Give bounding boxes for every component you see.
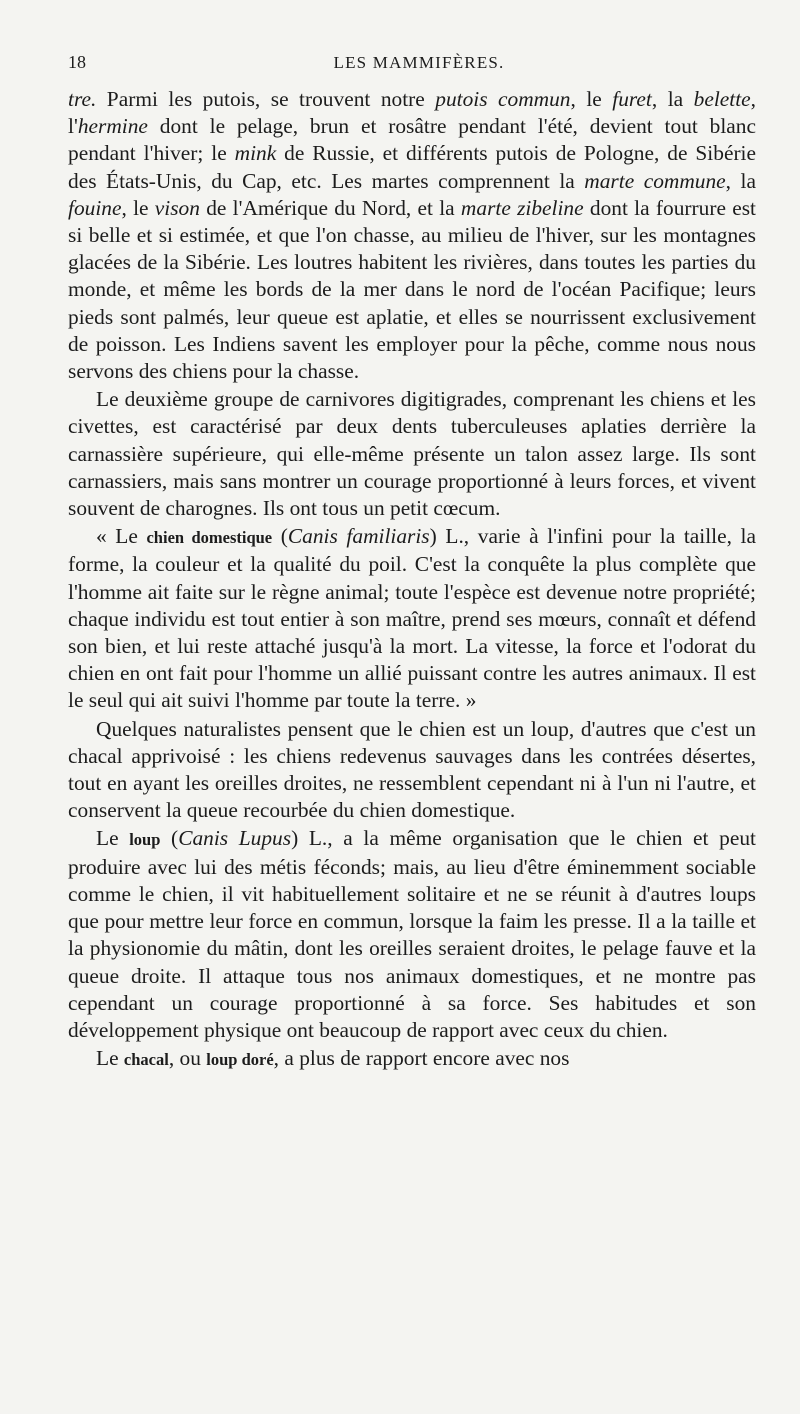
italic-term: furet [612,87,652,111]
text-run: dont la fourrure est si belle et si estimée, et que l'on chasse, au milieu de l'hiver, sur les montagnes glacées de la Sibérie. Les loutres habitent les rivières, dans toutes les parties du monde, et même les bords de la mer dans le nord de l'océan Pacifique; leurs pieds sont palmés, leur queue est aplatie, et elles se nourrissent exclusivement de poisson. Les Indiens savent les employer pour la pêche, comme nous nous servons des chiens pour la chasse. [68,195,756,384]
italic-term: Canis familiaris [287,524,430,549]
paragraph [68,825,756,1044]
text-run: Le [96,826,130,851]
text-run: , la [651,87,694,111]
text-run: , le [570,87,613,111]
text-run: , ou [168,1046,207,1071]
text-run: de l'Amérique du Nord, et la [199,195,461,220]
italic-term: tre. [68,87,97,111]
paragraph [68,86,756,385]
bold-term: loup doré [206,1050,274,1070]
bold-term: chien domestique [146,528,273,548]
text-run: , a plus de rapport encore avec nos [273,1046,570,1071]
italic-term: marte commune [584,168,726,193]
text-run: , le [121,195,155,220]
page-header [68,52,756,86]
italic-term: Canis Lupus [178,826,292,851]
bold-term: chacal [123,1050,169,1070]
text-run: Le [96,1046,124,1071]
text-run: ( [272,524,288,549]
paragraph [68,716,756,825]
italic-term: fouine [68,195,122,220]
text-run: dont le pelage, brun et rosâtre pendant l'été, devient tout blanc pendant l'hiver; le [68,114,756,166]
text-run: Quelques naturalistes pensent que le chien est un loup, d'autres que c'est un chacal apprivoisé : les chiens redevenus sauvages dans les contrées désertes, tout en ayant les oreilles droites, ne ressemblent cependant ni à l'un ni l'autre, et conservent la queue recourbée du chien domestique. [68,716,756,823]
text-run: ) L., a la même organisation que le chien et peut produire avec lui des métis féconds; mais, au lieu d'être éminemment sociable comme le chien, il vit habituellement solitaire et ne se réunit à d'autres loups que pour mettre leur force en commun, lorsque la faim les presse. Il a la taille et la physionomie du mâtin, dont les oreilles seraient droites, le pelage fauve et la queue droite. Il attaque tous nos animaux domestiques, et ne montre pas cependant un courage proportionné à sa force. Ses habitudes et son développement physique ont beaucoup de rapport avec ceux du chien. [68,826,756,1042]
paragraph [68,386,756,522]
italic-term: putois commun [435,87,571,111]
page-body [68,86,756,1073]
page-number: 18 [68,52,86,72]
text-run: de Russie, et différents putois de Pologne, de Sibérie des États-Unis, du Cap, etc. Les martes comprennent la [68,141,756,193]
text-run: , l' [68,87,756,139]
italic-term: hermine [77,114,148,139]
italic-term: marte zibeline [460,195,584,220]
paragraph [68,1045,756,1073]
italic-term: belette [693,87,751,111]
italic-term: mink [234,141,277,166]
text-run: Parmi les putois, se trouvent notre [96,87,436,111]
italic-term: vison [154,195,200,220]
bold-term: loup [129,830,161,850]
paragraph [68,523,756,714]
running-title: LES MAMMIFÈRES. [333,53,505,72]
text-run: , la [725,168,756,193]
text-run: ) L., varie à l'infini pour la taille, la forme, la couleur et la qualité du poil. C'est la conquête la plus complète que l'homme ait faite sur le règne animal; toute l'espèce est devenue notre propriété; chaque individu est tout entier à son maître, prend ses mœurs, connaît et défend son bien, et lui reste attaché jusqu'à la mort. La vitesse, la force et l'odorat du chien en ont fait pour l'homme un allié puissant contre les autres animaux. Il est le seul qui ait suivi l'homme par toute la terre. » [68,524,756,713]
text-run: Le deuxième groupe de carnivores digitigrades, comprenant les chiens et les civettes, est caractérisé par deux dents tuberculeuses aplaties derrière la carnassière supérieure, qui elle-même présente un talon assez large. Ils sont carnassiers, mais sans montrer un courage proportionné à leurs forces, et vivent souvent de charognes. Ils ont tous un petit cœcum. [68,387,756,521]
text-run: « Le [96,524,147,549]
text-run: ( [160,826,179,851]
